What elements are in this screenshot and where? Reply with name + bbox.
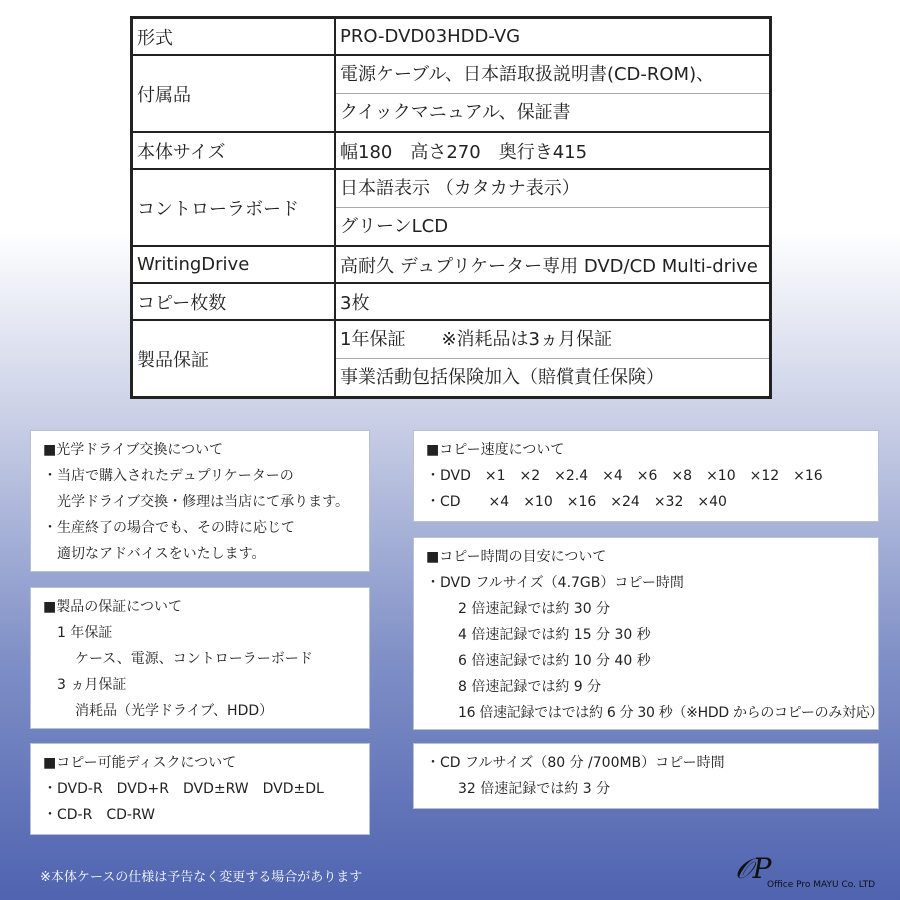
spec-label: 本体サイズ <box>132 132 336 169</box>
spec-value: クイックマニュアル、保証書 <box>336 93 769 131</box>
logo-text: Office Pro MAYU Co. LTD <box>767 880 875 890</box>
box-line: 消耗品（光学ドライブ、HDD） <box>75 703 274 719</box>
box-line: 3 ヵ月保証 <box>57 677 127 693</box>
box-line: 6 倍速記録では約 10 分 40 秒 <box>458 653 651 669</box>
box-line: ・CD-R CD-RW <box>43 807 155 823</box>
spec-label: 形式 <box>132 18 336 56</box>
box-line: 8 倍速記録では約 9 分 <box>458 679 602 695</box>
warranty-box <box>30 587 370 729</box>
box-line: ケース、電源、コントローラーボード <box>75 651 313 667</box>
spec-value: 電源ケーブル、日本語取扱説明書(CD-ROM)、 <box>340 64 715 85</box>
spec-row-format <box>132 18 771 56</box>
box-line: ・生産終了の場合でも、その時に応じて <box>43 520 295 536</box>
spec-value: 日本語表示 （カタカナ表示） <box>340 178 580 199</box>
spec-label: コントローラボード <box>132 169 336 246</box>
spec-row-copies <box>132 283 771 320</box>
box-line: 適切なアドバイスをいたします。 <box>57 546 266 562</box>
drive-exchange-box <box>30 430 370 572</box>
spec-table <box>130 16 772 399</box>
box-line: ・CD ×4 ×10 ×16 ×24 ×32 ×40 <box>426 494 727 510</box>
box-title: ■コピー速度について <box>426 442 565 458</box>
box-line: ・DVD フルサイズ（4.7GB）コピー時間 <box>426 575 684 591</box>
spec-value: 幅180 高さ270 奥行き415 <box>335 132 771 169</box>
spec-row-warranty <box>132 320 771 398</box>
box-title: ■光学ドライブ交換について <box>43 442 224 458</box>
copy-speed-box <box>413 430 879 522</box>
box-line: 2 倍速記録では約 30 分 <box>458 601 611 617</box>
spec-label: コピー枚数 <box>132 283 336 320</box>
spec-value: PRO-DVD03HDD-VG <box>335 18 771 56</box>
box-line: ・当店で購入されたデュプリケーターの <box>43 468 294 484</box>
cd-copy-time-box <box>413 743 879 809</box>
spec-value: 事業活動包括保険加入（賠償責任保険） <box>336 358 769 396</box>
box-title: ■製品の保証について <box>43 599 182 615</box>
spec-label: 付属品 <box>132 55 336 132</box>
spec-value: 高耐久 デュプリケーター専用 DVD/CD Multi-drive <box>335 246 771 283</box>
box-line: ・CD フルサイズ（80 分 /700MB）コピー時間 <box>426 755 725 771</box>
spec-value: グリーンLCD <box>336 207 769 245</box>
disc-types-box <box>30 743 370 835</box>
box-title: ■コピー時間の目安について <box>426 549 607 565</box>
spec-label: WritingDrive <box>132 246 336 283</box>
box-line: 4 倍速記録では約 15 分 30 秒 <box>458 627 651 643</box>
spec-label: 製品保証 <box>132 320 336 398</box>
spec-row-drive <box>132 246 771 283</box>
spec-row-accessories <box>132 55 771 132</box>
spec-value: 3枚 <box>335 283 771 320</box>
copy-time-box <box>413 537 884 730</box>
footer-note: ※本体ケースの仕様は予告なく変更する場合があります <box>40 870 363 885</box>
box-line: ・DVD-R DVD+R DVD±RW DVD±DL <box>43 781 324 797</box>
spec-row-size <box>132 132 771 169</box>
box-line: ・DVD ×1 ×2 ×2.4 ×4 ×6 ×8 ×10 ×12 ×16 <box>426 468 823 484</box>
spec-value: 1年保証 ※消耗品は3ヵ月保証 <box>340 329 612 350</box>
box-line: 1 年保証 <box>57 625 113 641</box>
spec-row-controller <box>132 169 771 246</box>
logo-mark-icon: 𝒪P <box>735 852 772 885</box>
box-line: 16 倍速記録ではでは約 6 分 30 秒（※HDD からのコピーのみ対応） <box>458 705 884 721</box>
box-line: 光学ドライブ交換・修理は当店にて承ります。 <box>57 494 350 510</box>
box-line: 32 倍速記録では約 3 分 <box>458 781 611 797</box>
box-title: ■コピー可能ディスクについて <box>43 755 237 771</box>
